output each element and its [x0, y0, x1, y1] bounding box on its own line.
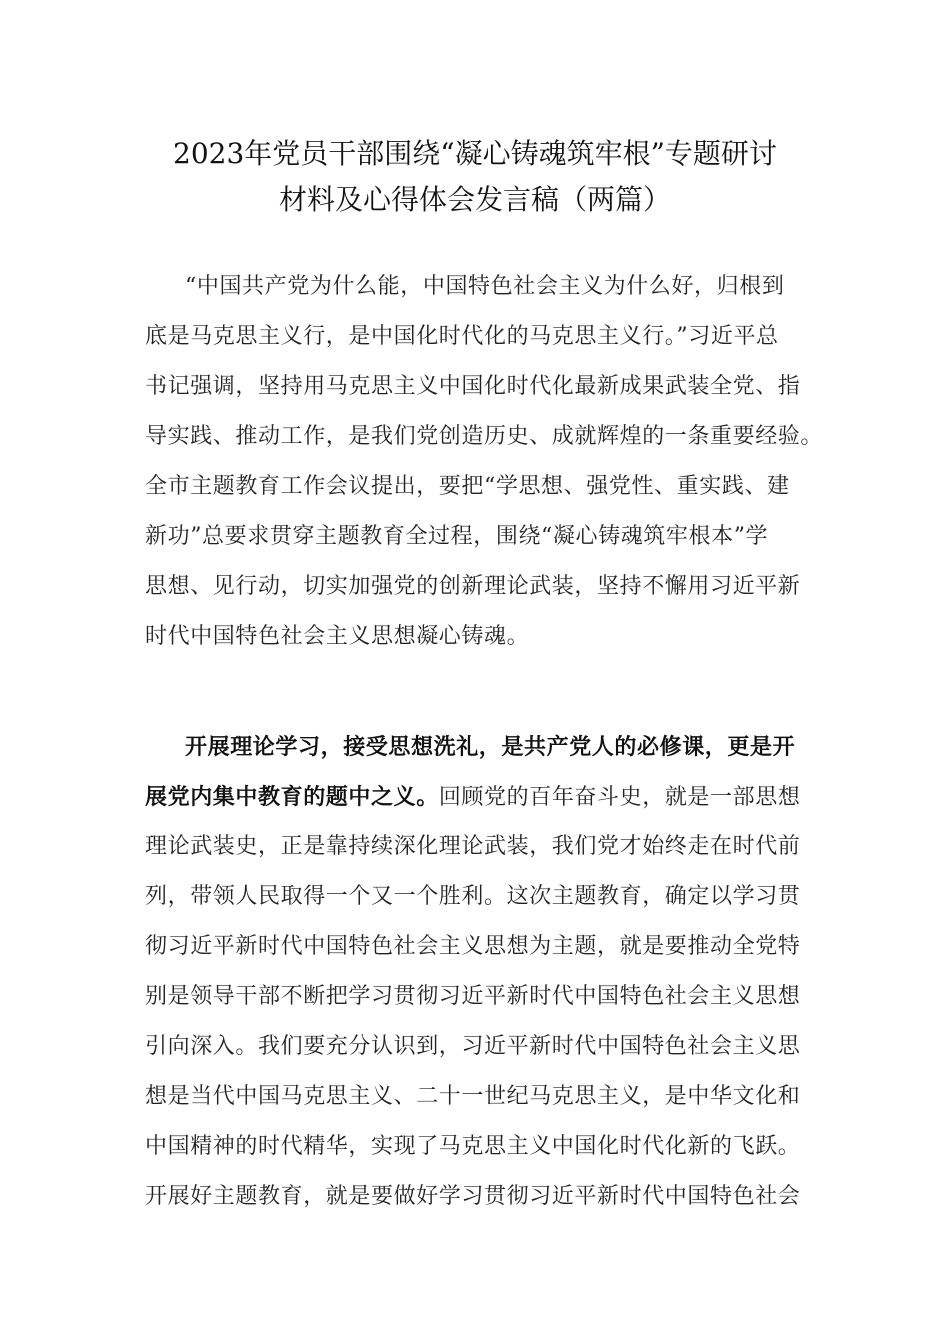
paragraph-line: 导实践、推动工作，是我们党创造历史、成就辉煌的一条重要经验。 [145, 424, 824, 449]
paragraph-line: 理论武装史，正是靠持续深化理论武装，我们党才始终走在时代前 [145, 834, 801, 859]
paragraph-line: 底是马克思主义行，是中国化时代化的马克思主义行。”习近平总 [145, 324, 779, 349]
paragraph-line: 引向深入。我们要充分认识到，习近平新时代中国特色社会主义思 [145, 1034, 801, 1059]
paragraph-lead-line: 开展理论学习，接受思想洗礼，是共产党人的必修课，更是开 [185, 734, 796, 760]
paragraph-line: 思想、见行动，切实加强党的创新理论武装，坚持不懈用习近平新 [145, 574, 801, 599]
paragraph-lead-text: 展党内集中教育的题中之义。 [145, 784, 439, 810]
paragraph-line: 书记强调，坚持用马克思主义中国化时代化最新成果武装全党、指 [145, 374, 801, 399]
paragraph-2 [145, 722, 835, 1222]
paragraph-line: 中国精神的时代精华，实现了马克思主义中国化时代化新的飞跃。 [145, 1134, 801, 1159]
paragraph-1 [145, 262, 835, 662]
paragraph-line: 别是领导干部不断把学习贯彻习近平新时代中国特色社会主义思想 [145, 984, 801, 1009]
paragraph-line: 新功”总要求贯穿主题教育全过程，围绕“凝心铸魂筑牢根本”学 [145, 524, 769, 549]
paragraph-line-rest: 回顾党的百年奋斗史，就是一部思想 [438, 785, 801, 810]
paragraph-line: 全市主题教育工作会议提出，要把“学思想、强党性、重实践、建 [145, 474, 790, 499]
paragraph-line [145, 772, 835, 822]
title-line-1: 2023年党员干部围绕“凝心铸魂筑牢根”专题研讨 [173, 137, 777, 170]
title-line-2: 材料及心得体会发言稿（两篇） [278, 183, 671, 216]
paragraph-line: 时代中国特色社会主义思想凝心铸魂。 [145, 624, 530, 649]
paragraph-line: “中国共产党为什么能，中国特色社会主义为什么好，归根到 [185, 274, 785, 299]
paragraph-line: 想是当代中国马克思主义、二十一世纪马克思主义，是中华文化和 [145, 1084, 801, 1109]
document-title [0, 134, 950, 226]
paragraph-line: 列，带领人民取得一个又一个胜利。这次主题教育，确定以学习贯 [145, 884, 801, 909]
paragraph-line: 彻习近平新时代中国特色社会主义思想为主题，就是要推动全党特 [145, 934, 801, 959]
paragraph-line: 开展好主题教育，就是要做好学习贯彻习近平新时代中国特色社会 [145, 1184, 801, 1209]
